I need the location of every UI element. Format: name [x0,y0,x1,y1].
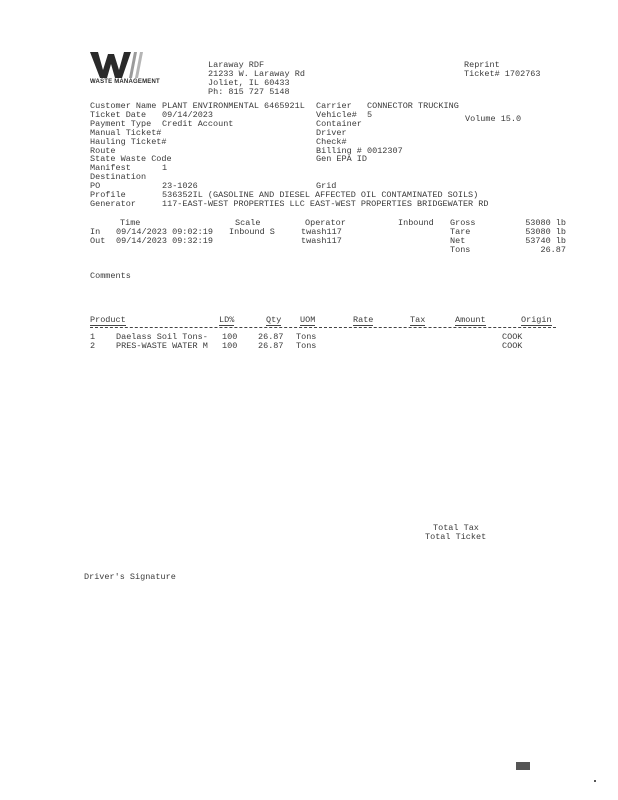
logo-tagline: WASTE MANAGEMENT [90,79,160,85]
info-label: Manifest [90,163,131,174]
product-header-product: Product [90,315,126,325]
product-header-divider [90,327,556,328]
weight-value-tons: 26.87 [540,245,566,255]
site-city: Joliet, IL 60433 [208,78,290,88]
info-label: Destination [90,172,147,183]
product-row-uom: Tons [296,341,317,351]
site-phone: Ph: 815 727 5148 [208,87,290,97]
comments-label: Comments [90,271,131,281]
scan-dot [594,780,596,782]
info-value: 117-EAST-WEST PROPERTIES LLC EAST-WEST PROPERTIES BRIDGEWATER RD [162,198,489,209]
product-row-name: Daelass Soil Tons- [116,332,208,342]
product-row-origin: COOK [502,341,523,351]
product-header-ld: LD% [219,315,235,325]
weight-label-net: Net [450,236,466,246]
site-name: Laraway RDF [208,60,265,70]
info-label: Check# [316,136,347,147]
info-label: Container [316,118,362,129]
product-row-name: PRES-WASTE WATER M [116,341,208,351]
product-row-ld: 100 [222,341,238,351]
weight-label-tare: Tare [450,227,471,237]
product-row-ld: 100 [222,332,238,342]
weigh-row-time: 09/14/2023 09:32:19 [116,236,213,246]
product-header-qty: Qty [266,315,282,325]
product-row-uom: Tons [296,332,317,342]
total-tax-label: Total Tax [433,523,479,533]
info-label: Payment Type [90,118,152,129]
product-header-rate: Rate [353,315,374,325]
info-value: 09/14/2023 [162,109,214,120]
weigh-row-time: 09/14/2023 09:02:19 [116,227,213,237]
info-value: Credit Account [162,118,234,129]
info-label: Hauling Ticket# [90,136,167,147]
weigh-row-operator: twash117 [301,227,342,237]
product-header-uom: UOM [300,315,316,325]
logo-mark-icon [90,50,190,80]
product-header-origin: Origin [521,315,552,325]
info-value: 536352IL (GASOLINE AND DIESEL AFFECTED OIL CONTAMINATED SOILS) [162,190,479,200]
info-label: Billing # [316,145,362,156]
site-address: 21233 W. Laraway Rd [208,69,305,79]
info-label: Customer Name [90,101,157,111]
weigh-row-dir: In [90,227,101,237]
weight-value-net: 53740 lb [525,236,566,246]
product-row-num: 1 [90,332,96,342]
info-label: Vehicle# [316,109,357,120]
info-label: State Waste Code [90,154,172,165]
weigh-header-inbound: Inbound [398,218,434,228]
scan-mark [516,762,530,770]
weigh-header-operator: Operator [305,218,346,228]
reprint-label: Reprint [464,60,500,70]
weigh-row-dir: Out [90,236,106,246]
info-label: Driver [316,127,347,138]
info-label: PO [90,181,101,192]
product-row-num: 2 [90,341,96,351]
driver-signature-label: Driver's Signature [84,572,176,582]
weigh-header-time: Time [120,218,141,228]
ticket-number: Ticket# 1702763 [464,69,541,79]
info-value: 1 [162,163,168,174]
weight-value-tare: 53080 lb [525,227,566,237]
total-ticket-label: Total Ticket [425,532,487,542]
info-label: Grid [316,181,337,192]
info-value: PLANT ENVIRONMENTAL 6465921L [162,101,305,111]
weight-value-gross: 53080 lb [525,218,566,228]
info-value: 23-1026 [162,181,198,192]
info-label: Route [90,145,116,156]
weigh-header-scale: Scale [235,218,261,228]
info-label: Gen EPA ID [316,154,368,165]
weight-label-tons: Tons [450,245,471,255]
weigh-row-scale: Inbound S [229,227,275,237]
product-row-origin: COOK [502,332,523,342]
info-label: Carrier [316,101,352,111]
info-value: 0012307 [367,145,403,156]
info-label: Profile [90,190,126,200]
product-row-qty: 26.87 [258,332,284,342]
weight-label-gross: Gross [450,218,476,228]
info-label: Manual Ticket# [90,127,162,138]
product-header-amount: Amount [455,315,486,325]
info-value: CONNECTOR TRUCKING [367,101,459,111]
info-value: 5 [367,109,373,120]
product-row-qty: 26.87 [258,341,284,351]
info-label: Generator [90,198,136,209]
volume: Volume 15.0 [465,114,522,124]
product-header-tax: Tax [410,315,426,325]
info-label: Ticket Date [90,109,147,120]
weigh-row-operator: twash117 [301,236,342,246]
